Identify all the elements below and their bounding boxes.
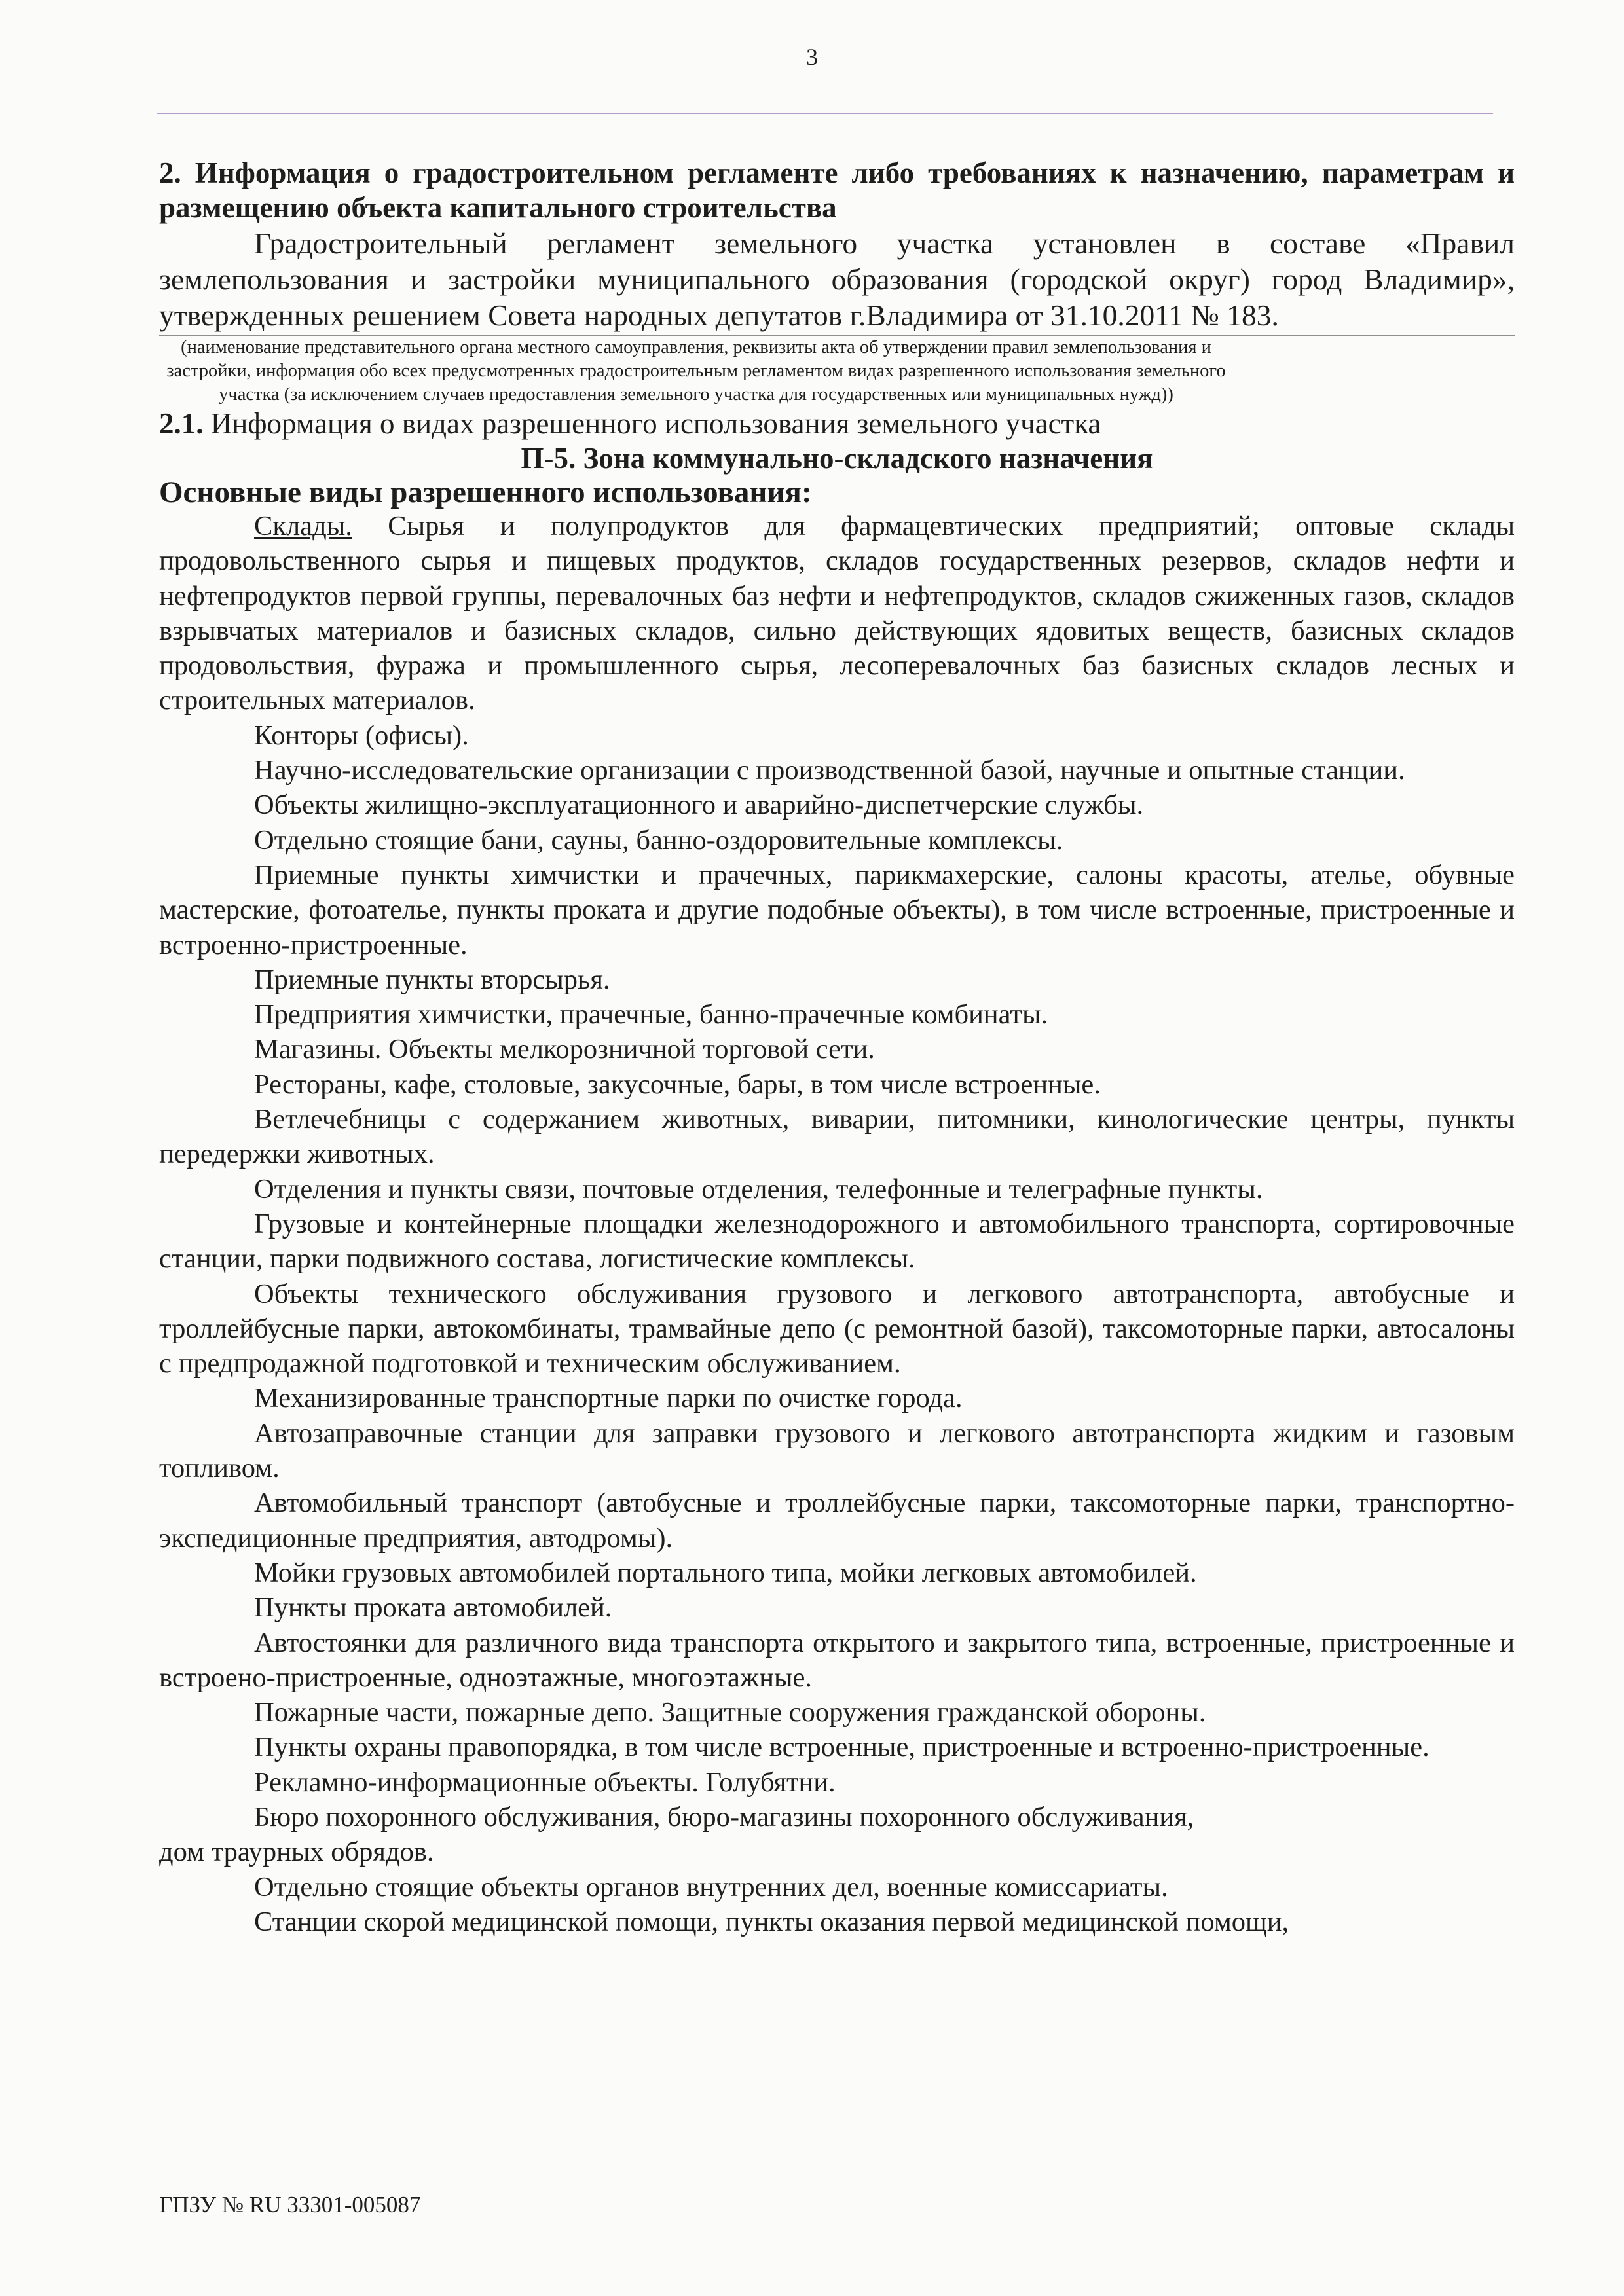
section-2-heading: 2. Информация о градостроительном регламенте либо требованиях к назначению, параметрам и размещению объекта капитального строительства: [159, 156, 1515, 224]
list-item: Магазины. Объекты мелкорозничной торговой сети.: [254, 1034, 875, 1065]
list-item: Отделения и пункты связи, почтовые отделения, телефонные и телеграфные пункты.: [254, 1173, 1263, 1205]
list-item: Ветлечебницы с содержанием животных, виварии, питомники, кинологические центры, пункты передержки животных.: [159, 1104, 1515, 1170]
header-rule: [157, 113, 1493, 114]
section-2-1-title: Информация о видах разрешенного использования земельного участка: [210, 407, 1101, 440]
warehouses-text: Сырья и полупродуктов для фармацевтических предприятий; оптовые склады продовольственного сырья и пищевых продуктов, складов государственных резервов, складов нефти и нефтепродуктов первой группы, перевалочных баз нефти и нефтепродуктов, складов сжиженных газов, складов взрывчатых материалов и базисных складов, сильно действующих ядовитых веществ, базисных складов продовольствия, фуража и промышленного сырья, лесоперевалочных баз базисных складов лесных и строительных материалов.: [159, 511, 1515, 716]
list-item-funeral: Бюро похоронного обслуживания, бюро-магазины похоронного обслуживания,: [254, 1801, 1194, 1832]
regulation-text: Градостроительный регламент земельного участка установлен в составе «Правил землепользования и застройки муниципального образования (городской округ) город Владимир», утвержденных решением Совета народных депутатов г.Владимира от 31.10.2011 № 183.: [159, 227, 1515, 332]
document-footer: ГПЗУ № RU 33301-005087: [159, 2192, 421, 2217]
list-item: Предприятия химчистки, прачечные, банно-прачечные комбинаты.: [254, 999, 1048, 1030]
list-item: Мойки грузовых автомобилей портального типа, мойки легковых автомобилей.: [254, 1557, 1197, 1588]
list-item: Пожарные части, пожарные депо. Защитные сооружения гражданской обороны.: [254, 1697, 1206, 1728]
uses-list: [159, 509, 1515, 1939]
page-content: [159, 156, 1515, 1939]
list-item: Научно-исследовательские организации с производственной базой, научные и опытные станции.: [254, 755, 1405, 786]
list-item: Рекламно-информационные объекты. Голубятни.: [254, 1766, 836, 1798]
list-item-funeral-cont: дом траурных обрядов.: [159, 1836, 434, 1868]
list-item: Отдельно стоящие объекты органов внутренних дел, военные комиссариаты.: [254, 1871, 1168, 1903]
zone-title: П-5. Зона коммунально-складского назначения: [521, 442, 1153, 475]
list-item: Рестораны, кафе, столовые, закусочные, бары, в том числе встроенные.: [254, 1068, 1101, 1100]
list-item: Станции скорой медицинской помощи, пункты оказания первой медицинской помощи,: [254, 1906, 1289, 1937]
list-item: Приемные пункты химчистки и прачечных, парикмахерские, салоны красоты, ателье, обувные мастерские, фотоателье, пункты проката и другие подобные объекты), в том числе встроенные, пристроенные и встроенно-пристроенные.: [159, 859, 1515, 960]
section-2-1: [159, 407, 1515, 441]
list-item: Грузовые и контейнерные площадки железнодорожного и автомобильного транспорта, сортировочные станции, парки подвижного состава, логистические комплексы.: [159, 1208, 1515, 1275]
list-item: Пункты охраны правопорядка, в том числе встроенные, пристроенные и встроенно-пристроенные.: [254, 1732, 1430, 1763]
list-item: [159, 509, 1515, 718]
list-item: Объекты технического обслуживания грузового и легкового автотранспорта, автобусные и троллейбусные парки, автокомбинаты, трамвайные депо (с ремонтной базой), таксомоторные парки, автосалоны с предпродажной подготовкой и техническим обслуживанием.: [159, 1278, 1515, 1379]
list-item: Автостоянки для различного вида транспорта открытого и закрытого типа, встроенные, пристроенные и встроено-пристроенные, одноэтажные, многоэтажные.: [159, 1627, 1515, 1693]
list-item: Конторы (офисы).: [254, 720, 469, 751]
list-item: Автозаправочные станции для заправки грузового и легкового автотранспорта жидким и газовым топливом.: [159, 1417, 1515, 1484]
warehouses-label: Склады.: [254, 511, 352, 541]
list-item: Механизированные транспортные парки по очистке города.: [254, 1383, 963, 1414]
section-2-1-number: 2.1.: [159, 407, 204, 440]
list-item: Объекты жилищно-эксплуатационного и аварийно-диспетчерские службы.: [254, 790, 1144, 821]
page-number: 3: [806, 44, 818, 70]
list-item: Автомобильный транспорт (автобусные и троллейбусные парки, таксомоторные парки, транспортно-экспедиционные предприятия, автодромы).: [159, 1487, 1515, 1554]
basic-uses-title: Основные виды разрешенного использования:: [159, 475, 812, 509]
list-item: Приемные пункты вторсырья.: [254, 964, 610, 995]
list-item: Отдельно стоящие бани, сауны, банно-оздоровительные комплексы.: [254, 824, 1063, 856]
list-item: Пункты проката автомобилей.: [254, 1592, 612, 1624]
field-note: (наименование представительного органа местного самоуправления, реквизиты акта об утверждении правил землепользования и застройки, информация обо всех предусмотренных градостроительным регламентом видах разрешенного использования земельного участка (за исключением случаев предоставления земельного участка для государственных или муниципальных нужд)): [166, 337, 1226, 405]
